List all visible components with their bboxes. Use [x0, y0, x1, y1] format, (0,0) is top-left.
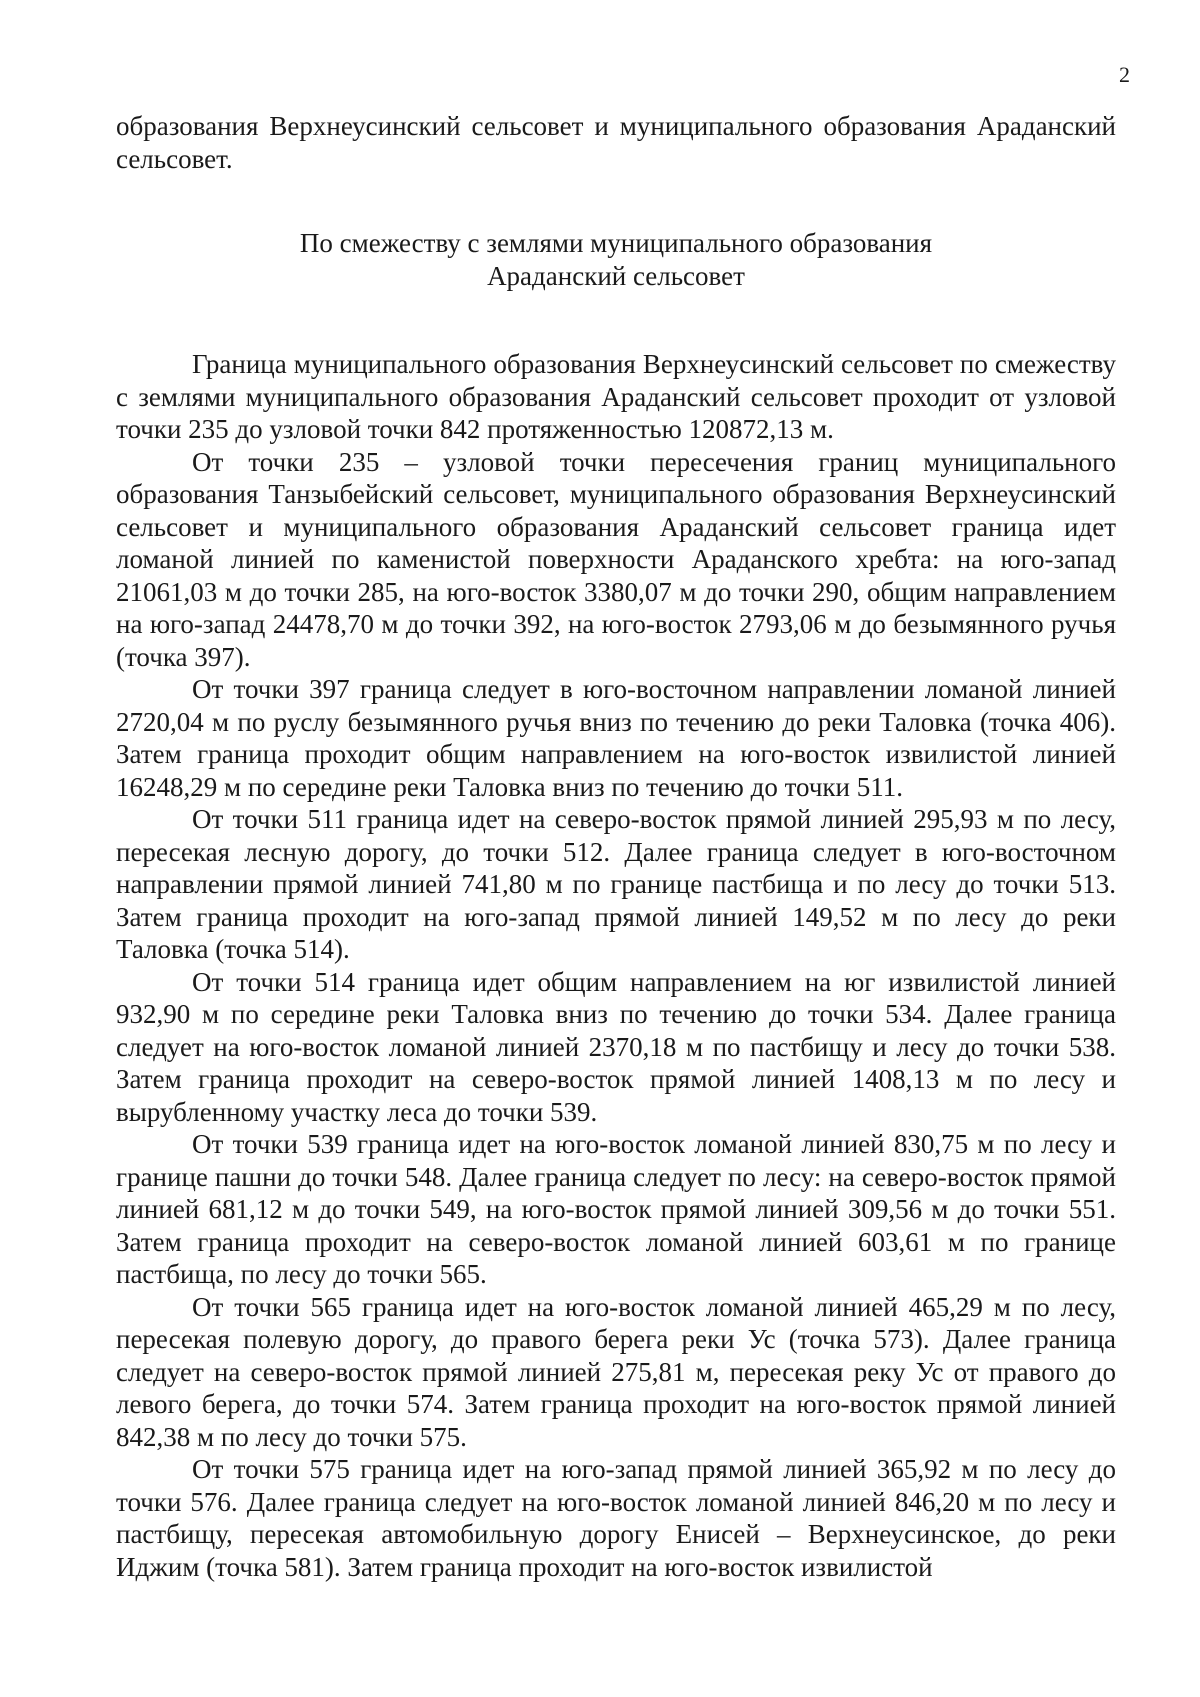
paragraph: От точки 511 граница идет на северо-восток прямой линией 295,93 м по лесу, пересекая лесную дорогу, до точки 512. Далее граница следует в юго-восточном направлении прямой линией 741,80 м по границе пастбища и по лесу до точки 513. Затем граница проходит на юго-запад прямой линией 149,52 м по лесу до реки Таловка (точка 514).	[116, 804, 1116, 964]
paragraph: Граница муниципального образования Верхнеусинский сельсовет по смежеству с землями муниципального образования Араданский сельсовет проходит от узловой точки 235 до узловой точки 842 протяженностью 120872,13 м.	[116, 349, 1116, 444]
paragraph: От точки 539 граница идет на юго-восток ломаной линией 830,75 м по лесу и границе пашни до точки 548. Далее граница следует по лесу: на северо-восток прямой линией 681,12 м до точки 549, на юго-восток прямой линией 309,56 м до точки 551. Затем граница проходит на северо-восток ломаной линией 603,61 м по границе пастбища, по лесу до точки 565.	[116, 1129, 1116, 1289]
section-heading	[116, 227, 1116, 292]
paragraph: От точки 575 граница идет на юго-запад прямой линией 365,92 м по лесу до точки 576. Далее граница следует на юго-восток ломаной линией 846,20 м по лесу и пастбищу, пересекая автомобильную дорогу Енисей – Верхнеусинское, до реки Иджим (точка 581). Затем граница проходит на юго-восток извилистой	[116, 1454, 1116, 1582]
continuation-paragraph: образования Верхнеусинский сельсовет и муниципального образования Араданский сельсовет.	[116, 111, 1116, 174]
section-heading-line-2: Араданский сельсовет	[487, 260, 745, 291]
document-body	[116, 110, 1116, 1583]
paragraph: От точки 235 – узловой точки пересечения границ муниципального образования Танзыбейский сельсовет, муниципального образования Верхнеусинский сельсовет и муниципального образования Араданский сельсовет граница идет ломаной линией по каменистой поверхности Араданского хребта: на юго-запад 21061,03 м до точки 285, на юго-восток 3380,07 м до точки 290, общим направлением на юго-запад 24478,70 м до точки 392, на юго-восток 2793,06 м до безымянного ручья (точка 397).	[116, 446, 1116, 672]
paragraph: От точки 514 граница идет общим направлением на юг извилистой линией 932,90 м по середине реки Таловка вниз по течению до точки 534. Далее граница следует на юго-восток ломаной линией 2370,18 м по пастбищу и лесу до точки 538. Затем граница проходит на северо-восток прямой линией 1408,13 м по лесу и вырубленному участку леса до точки 539.	[116, 966, 1116, 1127]
paragraph: От точки 397 граница следует в юго-восточном направлении ломаной линией 2720,04 м по руслу безымянного ручья вниз по течению до реки Таловка (точка 406). Затем граница проходит общим направлением на юго-восток извилистой линией 16248,29 м по середине реки Таловка вниз по течению до точки 511.	[116, 674, 1116, 802]
section-heading-line-1: По смежеству с землями муниципального образования	[299, 228, 933, 258]
page-number: 2	[1119, 62, 1130, 87]
paragraph: От точки 565 граница идет на юго-восток ломаной линией 465,29 м по лесу, пересекая полевую дорогу, до правого берега реки Ус (точка 573). Далее граница следует на северо-восток прямой линией 275,81 м, пересекая реку Ус от правого до левого берега, до точки 574. Затем граница проходит на юго-восток прямой линией 842,38 м по лесу до точки 575.	[116, 1291, 1116, 1452]
